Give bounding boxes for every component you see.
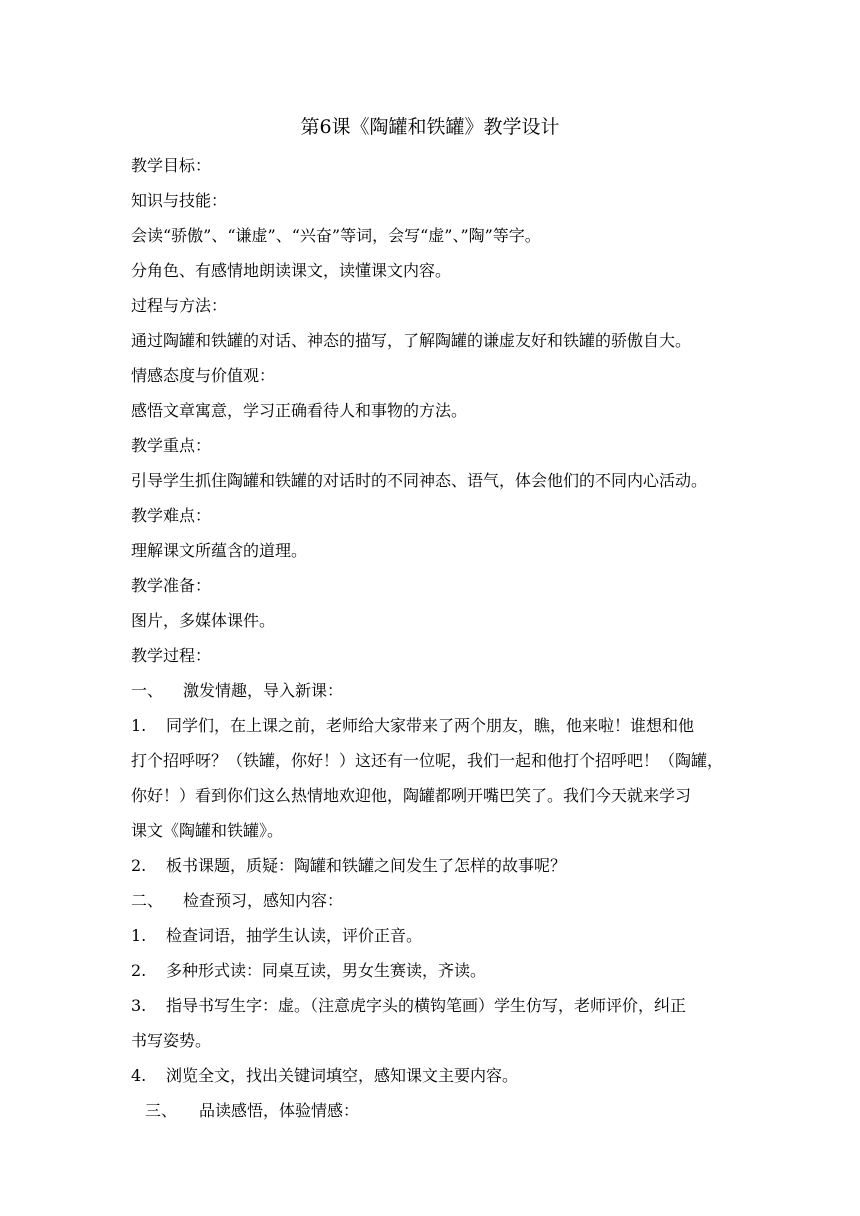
section-3-heading <box>131 1099 735 1123</box>
section-2-heading <box>131 889 735 913</box>
list-item-line: 书写姿势。 <box>131 1031 212 1050</box>
list-item <box>131 959 735 983</box>
list-item-text: 多种形式读：同桌互读，男女生赛读，齐读。 <box>166 961 487 980</box>
list-item-text: 浏览全文，找出关键词填空，感知课文主要内容。 <box>166 1066 519 1085</box>
knowledge-item-2: 分角色、有感情地朗读课文，读懂课文内容。 <box>131 261 452 280</box>
key-item-1: 引导学生抓住陶罐和铁罐的对话时的不同神态、语气，体会他们的不同内心活动。 <box>131 471 708 490</box>
list-item-text: 检查词语，抽学生认读，评价正音。 <box>166 926 423 945</box>
section-title: 检查预习，感知内容： <box>183 891 344 910</box>
list-item-text: 同学们，在上课之前，老师给大家带来了两个朋友，瞧，他来啦！谁想和他 <box>166 716 695 735</box>
prep-heading: 教学准备： <box>131 576 212 595</box>
list-item-line: 课文《陶罐和铁罐》。 <box>131 821 284 840</box>
section-1-heading <box>131 679 735 703</box>
list-item-number: 2. <box>131 961 147 980</box>
list-item-line: 你好！）看到你们这么热情地欢迎他，陶罐都咧开嘴巴笑了。我们今天就来学习 <box>131 786 692 805</box>
objectives-heading: 教学目标： <box>131 156 212 175</box>
list-item-number: 1. <box>131 926 147 945</box>
difficulty-item-1: 理解课文所蕴含的道理。 <box>131 541 308 560</box>
list-item-text: 板书课题，质疑：陶罐和铁罐之间发生了怎样的故事呢？ <box>166 856 567 875</box>
list-item-number: 2. <box>131 856 147 875</box>
process-heading: 过程与方法： <box>131 296 228 315</box>
list-item-number: 3. <box>131 996 147 1015</box>
list-item-line: 打个招呼呀？（铁罐，你好！）这还有一位呢，我们一起和他打个招呼吧！（陶罐， <box>131 751 724 770</box>
section-number: 二、 <box>131 891 164 910</box>
section-title: 激发情趣，导入新课： <box>183 681 344 700</box>
document-title: 第6课《陶罐和铁罐》教学设计 <box>300 116 560 138</box>
section-number: 三、 <box>145 1101 178 1120</box>
list-item <box>131 1064 735 1088</box>
list-item-number: 1. <box>131 716 147 735</box>
process-item-1: 通过陶罐和铁罐的对话、神态的描写，了解陶罐的谦虚友好和铁罐的骄傲自大。 <box>131 331 692 350</box>
list-item <box>131 714 735 843</box>
section-title: 品读感悟，体验情感： <box>199 1101 360 1120</box>
list-item <box>131 924 735 948</box>
knowledge-heading: 知识与技能： <box>131 191 228 210</box>
key-heading: 教学重点： <box>131 436 212 455</box>
emotion-item-1: 感悟文章寓意，学习正确看待人和事物的方法。 <box>131 401 468 420</box>
knowledge-item-1: 会读“骄傲”、“谦虚”、“兴奋”等词，会写“虚”、”陶”等字。 <box>131 226 541 245</box>
list-item-line <box>131 994 735 1018</box>
difficulty-heading: 教学难点： <box>131 506 212 525</box>
list-item <box>131 854 735 878</box>
prep-item-1: 图片，多媒体课件。 <box>131 611 276 630</box>
section-number: 一、 <box>131 681 164 700</box>
list-item <box>131 994 735 1053</box>
list-item-number: 4. <box>131 1066 147 1085</box>
list-item-line <box>131 714 735 738</box>
emotion-heading: 情感态度与价值观： <box>131 366 276 385</box>
list-item-text: 指导书写生字：虚。（注意虎字头的横钩笔画）学生仿写，老师评价，纠正 <box>166 996 687 1015</box>
document-body <box>131 154 735 1134</box>
procedure-heading: 教学过程： <box>131 646 212 665</box>
